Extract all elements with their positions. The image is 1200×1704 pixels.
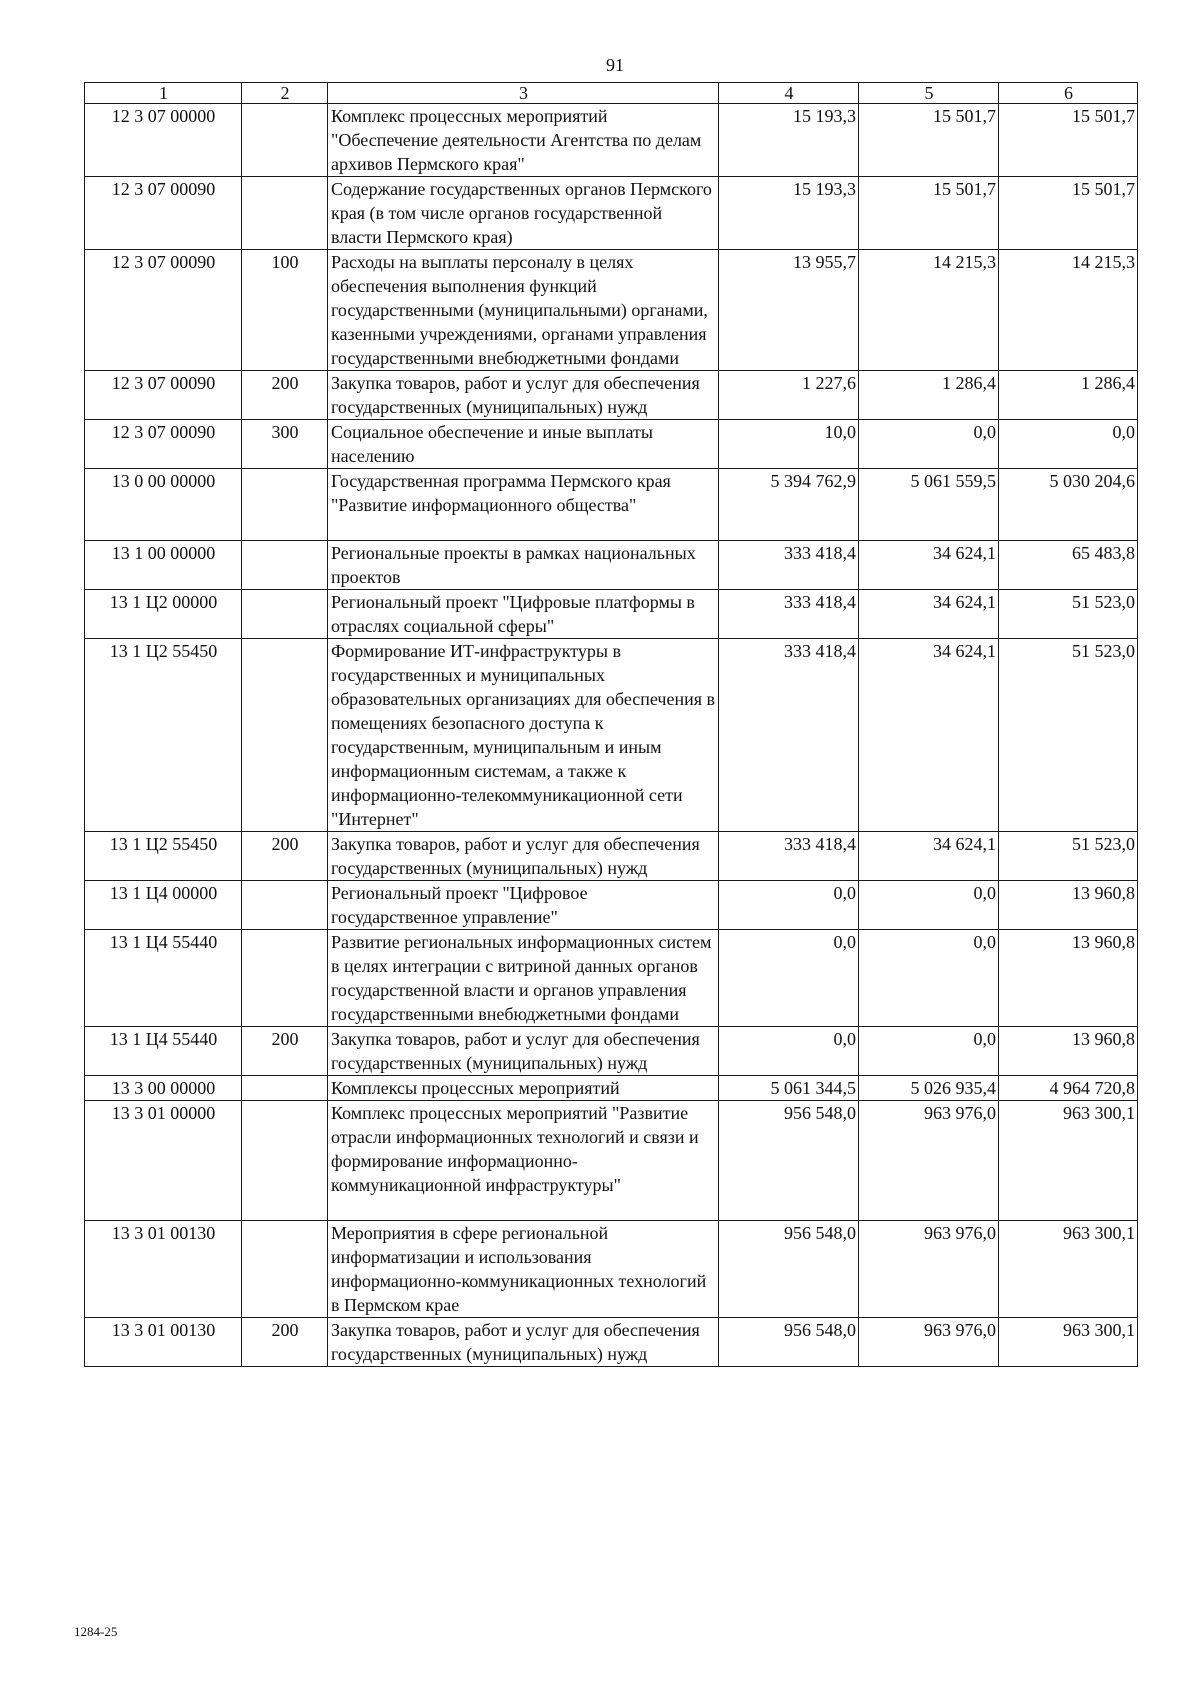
table-row (85, 250, 1138, 371)
expense-type-code (242, 881, 328, 930)
amount-col6: 65 483,8 (999, 541, 1138, 590)
expense-type-code (242, 541, 328, 590)
amount-col5: 0,0 (859, 881, 999, 930)
table-row (85, 420, 1138, 469)
amount-col5: 5 026 935,4 (859, 1076, 999, 1101)
amount-col5: 963 976,0 (859, 1101, 999, 1221)
amount-col6: 963 300,1 (999, 1318, 1138, 1367)
row-name: Региональный проект "Цифровое государственное управление" (328, 881, 719, 930)
row-name: Закупка товаров, работ и услуг для обеспечения государственных (муниципальных) нужд (328, 1318, 719, 1367)
table-row (85, 639, 1138, 832)
target-article-code: 13 3 01 00130 (85, 1318, 242, 1367)
expense-type-code: 100 (242, 250, 328, 371)
row-name: Комплексы процессных мероприятий (328, 1076, 719, 1101)
target-article-code: 13 1 Ц2 55450 (85, 832, 242, 881)
amount-col5: 963 976,0 (859, 1221, 999, 1318)
table-row (85, 371, 1138, 420)
amount-col4: 333 418,4 (719, 590, 859, 639)
table-row (85, 590, 1138, 639)
target-article-code: 12 3 07 00090 (85, 420, 242, 469)
amount-col5: 963 976,0 (859, 1318, 999, 1367)
amount-col5: 0,0 (859, 1027, 999, 1076)
expense-type-code (242, 1101, 328, 1221)
header-row (85, 83, 1138, 104)
row-name: Региональный проект "Цифровые платформы в отраслях социальной сферы" (328, 590, 719, 639)
row-name: Развитие региональных информационных систем в целях интеграции с витриной данных органов государственной власти и органов управления государственными внебюджетными фондами (328, 930, 719, 1027)
amount-col6: 51 523,0 (999, 590, 1138, 639)
amount-col5: 0,0 (859, 930, 999, 1027)
amount-col4: 333 418,4 (719, 639, 859, 832)
target-article-code: 12 3 07 00000 (85, 104, 242, 177)
expense-type-code: 200 (242, 832, 328, 881)
amount-col6: 14 215,3 (999, 250, 1138, 371)
amount-col6: 13 960,8 (999, 930, 1138, 1027)
amount-col4: 5 061 344,5 (719, 1076, 859, 1101)
amount-col6: 13 960,8 (999, 1027, 1138, 1076)
target-article-code: 12 3 07 00090 (85, 250, 242, 371)
amount-col4: 15 193,3 (719, 177, 859, 250)
row-name: Закупка товаров, работ и услуг для обеспечения государственных (муниципальных) нужд (328, 371, 719, 420)
row-name: Расходы на выплаты персоналу в целях обеспечения выполнения функций государственными (муниципальными) органами, казенными учреждениями, органами управления государственными внебюджетными фондами (328, 250, 719, 371)
expense-type-code: 200 (242, 1027, 328, 1076)
amount-col4: 5 394 762,9 (719, 469, 859, 541)
target-article-code: 13 1 Ц4 55440 (85, 1027, 242, 1076)
table-row (85, 469, 1138, 541)
expense-type-code (242, 104, 328, 177)
document-footer-code: 1284-25 (74, 1624, 118, 1639)
amount-col4: 0,0 (719, 1027, 859, 1076)
target-article-code: 13 1 00 00000 (85, 541, 242, 590)
row-name: Региональные проекты в рамках национальных проектов (328, 541, 719, 590)
column-header: 3 (328, 83, 719, 104)
amount-col6: 963 300,1 (999, 1221, 1138, 1318)
amount-col5: 34 624,1 (859, 541, 999, 590)
amount-col4: 333 418,4 (719, 541, 859, 590)
amount-col4: 1 227,6 (719, 371, 859, 420)
row-name: Формирование ИТ-инфраструктуры в государственных и муниципальных образовательных организациях для обеспечения в помещениях безопасного доступа к государственным, муниципальным и иным информационным системам, а также к информационно-телекоммуникационной сети "Интернет" (328, 639, 719, 832)
row-name: Социальное обеспечение и иные выплаты населению (328, 420, 719, 469)
row-name: Закупка товаров, работ и услуг для обеспечения государственных (муниципальных) нужд (328, 1027, 719, 1076)
amount-col4: 15 193,3 (719, 104, 859, 177)
row-name: Комплекс процессных мероприятий "Развитие отрасли информационных технологий и связи и формирование информационно-коммуникационной инфраструктуры" (328, 1101, 719, 1221)
amount-col6: 1 286,4 (999, 371, 1138, 420)
amount-col5: 34 624,1 (859, 590, 999, 639)
amount-col6: 51 523,0 (999, 832, 1138, 881)
expense-type-code (242, 469, 328, 541)
page-number: 91 (606, 55, 624, 75)
amount-col6: 51 523,0 (999, 639, 1138, 832)
amount-col4: 956 548,0 (719, 1318, 859, 1367)
expense-type-code (242, 177, 328, 250)
column-header: 2 (242, 83, 328, 104)
table-row (85, 1221, 1138, 1318)
target-article-code: 13 1 Ц2 55450 (85, 639, 242, 832)
amount-col4: 0,0 (719, 930, 859, 1027)
expense-type-code (242, 590, 328, 639)
table-row (85, 104, 1138, 177)
table-row (85, 832, 1138, 881)
amount-col4: 0,0 (719, 881, 859, 930)
amount-col5: 15 501,7 (859, 177, 999, 250)
amount-col6: 13 960,8 (999, 881, 1138, 930)
amount-col6: 0,0 (999, 420, 1138, 469)
row-name: Закупка товаров, работ и услуг для обеспечения государственных (муниципальных) нужд (328, 832, 719, 881)
amount-col6: 5 030 204,6 (999, 469, 1138, 541)
amount-col6: 15 501,7 (999, 177, 1138, 250)
amount-col6: 4 964 720,8 (999, 1076, 1138, 1101)
row-name: Комплекс процессных мероприятий "Обеспечение деятельности Агентства по делам архивов Пермского края" (328, 104, 719, 177)
amount-col4: 956 548,0 (719, 1221, 859, 1318)
target-article-code: 12 3 07 00090 (85, 177, 242, 250)
target-article-code: 13 3 01 00130 (85, 1221, 242, 1318)
amount-col5: 15 501,7 (859, 104, 999, 177)
table-row (85, 881, 1138, 930)
expense-type-code: 300 (242, 420, 328, 469)
amount-col6: 963 300,1 (999, 1101, 1138, 1221)
amount-col5: 0,0 (859, 420, 999, 469)
expense-type-code: 200 (242, 371, 328, 420)
target-article-code: 13 1 Ц4 55440 (85, 930, 242, 1027)
expense-type-code: 200 (242, 1318, 328, 1367)
expense-type-code (242, 1221, 328, 1318)
amount-col5: 5 061 559,5 (859, 469, 999, 541)
amount-col5: 1 286,4 (859, 371, 999, 420)
amount-col4: 10,0 (719, 420, 859, 469)
table-row (85, 1076, 1138, 1101)
budget-table (84, 82, 1138, 1367)
table-row (85, 1318, 1138, 1367)
column-header: 5 (859, 83, 999, 104)
column-header: 1 (85, 83, 242, 104)
column-header: 4 (719, 83, 859, 104)
table-row (85, 541, 1138, 590)
expense-type-code (242, 639, 328, 832)
target-article-code: 13 3 01 00000 (85, 1101, 242, 1221)
amount-col5: 34 624,1 (859, 832, 999, 881)
expense-type-code (242, 930, 328, 1027)
target-article-code: 13 3 00 00000 (85, 1076, 242, 1101)
row-name: Государственная программа Пермского края "Развитие информационного общества" (328, 469, 719, 541)
amount-col5: 34 624,1 (859, 639, 999, 832)
table-row (85, 177, 1138, 250)
amount-col4: 956 548,0 (719, 1101, 859, 1221)
target-article-code: 13 1 Ц4 00000 (85, 881, 242, 930)
amount-col6: 15 501,7 (999, 104, 1138, 177)
row-name: Мероприятия в сфере региональной информатизации и использования информационно-коммуникационных технологий в Пермском крае (328, 1221, 719, 1318)
amount-col4: 333 418,4 (719, 832, 859, 881)
target-article-code: 13 0 00 00000 (85, 469, 242, 541)
column-header: 6 (999, 83, 1138, 104)
target-article-code: 12 3 07 00090 (85, 371, 242, 420)
table-row (85, 1027, 1138, 1076)
expense-type-code (242, 1076, 328, 1101)
amount-col5: 14 215,3 (859, 250, 999, 371)
row-name: Содержание государственных органов Пермского края (в том числе органов государственной власти Пермского края) (328, 177, 719, 250)
table-row (85, 930, 1138, 1027)
amount-col4: 13 955,7 (719, 250, 859, 371)
table-row (85, 1101, 1138, 1221)
target-article-code: 13 1 Ц2 00000 (85, 590, 242, 639)
